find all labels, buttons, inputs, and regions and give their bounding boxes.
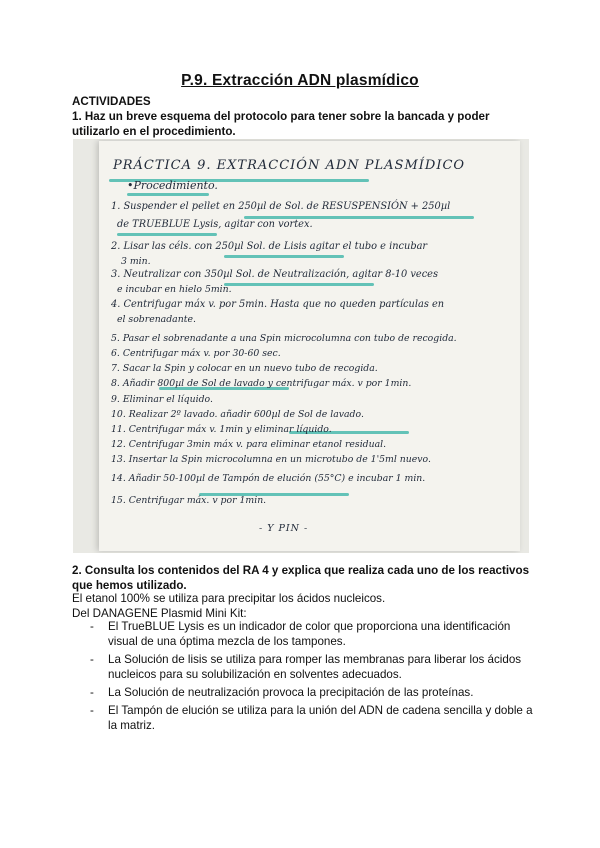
sheet-line: 8. Añadir 800µl de Sol de lavado y centrifugar máx. v por 1min. xyxy=(111,378,412,389)
sheet-line: 4. Centrifugar máx v. por 5min. Hasta que no queden partículas en xyxy=(111,299,445,310)
sheet-line: 13. Insertar la Spin microcolumna en un microtubo de 1'5ml nuevo. xyxy=(111,454,431,465)
sheet-heading: PRÁCTICA 9. EXTRACCIÓN ADN PLASMÍDICO xyxy=(113,158,466,173)
sheet-line: el sobrenadante. xyxy=(117,314,196,325)
sheet-line: 7. Sacar la Spin y colocar en un nuevo tubo de recogida. xyxy=(111,363,378,374)
sheet-line: e incubar en hielo 5min. xyxy=(117,284,232,295)
sheet-line: 6. Centrifugar máx v. por 30-60 sec. xyxy=(111,348,281,359)
handwritten-sheet xyxy=(99,141,520,551)
highlight-line-5 xyxy=(224,283,374,286)
sheet-line: 15. Centrifugar máx. v por 1min. xyxy=(111,495,267,506)
sheet-line: de TRUEBLUE Lysis, agitar con vortex. xyxy=(117,219,313,230)
sheet-line: 12. Centrifugar 3min máx v. para eliminar etanol residual. xyxy=(111,439,387,450)
list-item: - La Solución de neutralización provoca la precipitación de las proteínas. xyxy=(90,686,474,699)
question-2: 2. Consulta los contenidos del RA 4 y explica que realiza cada uno de los reactivos que hemos utilizado. xyxy=(72,564,530,592)
highlight-line-3 xyxy=(224,255,344,258)
page-title: P.9. Extracción ADN plasmídico xyxy=(181,72,419,89)
subheading-highlight xyxy=(127,193,209,196)
question-1: 1. Haz un breve esquema del protocolo para tener sobre la bancada y poder utilizarlo en el procedimiento. xyxy=(72,110,490,138)
bullet-dash: - xyxy=(90,704,94,717)
highlight-line-2 xyxy=(117,233,217,236)
reagent-list xyxy=(90,619,535,736)
sheet-line: 11. Centrifugar máx v. 1min y eliminar líquido. xyxy=(111,424,332,435)
protocol-photo xyxy=(73,139,529,553)
bullet-dash: - xyxy=(90,686,94,699)
sheet-subheading: •Procedimiento. xyxy=(127,179,218,192)
sheet-signature: - Y PIN - xyxy=(259,523,309,534)
sheet-line: 3. Neutralizar con 350µl Sol. de Neutralización, agitar 8-10 veces xyxy=(111,269,438,280)
list-item: - El Tampón de elución se utiliza para la unión del ADN de cadena sencilla y doble a la matriz. xyxy=(90,704,533,732)
sheet-line: 10. Realizar 2º lavado. añadir 600µl de Sol de lavado. xyxy=(111,409,364,420)
activities-heading: ACTIVIDADES xyxy=(72,95,151,108)
kit-paragraph: Del DANAGENE Plasmid Mini Kit: xyxy=(72,607,247,620)
list-item: - El TrueBLUE Lysis es un indicador de color que proporciona una identificación visual de una óptima mezcla de los tampones. xyxy=(90,620,511,648)
sheet-line: 14. Añadir 50-100µl de Tampón de elución (55°C) e incubar 1 min. xyxy=(111,473,426,484)
sheet-line: 3 min. xyxy=(121,256,151,267)
list-item: - La Solución de lisis se utiliza para romper las membranas para liberar los ácidos nucleicos para su solubilización en solventes adecuados. xyxy=(90,653,522,681)
sheet-line: 1. Suspender el pellet en 250µl de Sol. de RESUSPENSIÓN + 250µl xyxy=(111,201,451,212)
bullet-dash: - xyxy=(90,653,94,666)
ethanol-paragraph: El etanol 100% se utiliza para precipitar los ácidos nucleicos. xyxy=(72,592,386,605)
sheet-line: 2. Lisar las céls. con 250µl Sol. de Lisis agitar el tubo e incubar xyxy=(111,241,428,252)
sheet-line: 9. Eliminar el líquido. xyxy=(111,394,213,405)
sheet-line: 5. Pasar el sobrenadante a una Spin microcolumna con tubo de recogida. xyxy=(111,333,457,344)
bullet-dash: - xyxy=(90,620,94,633)
